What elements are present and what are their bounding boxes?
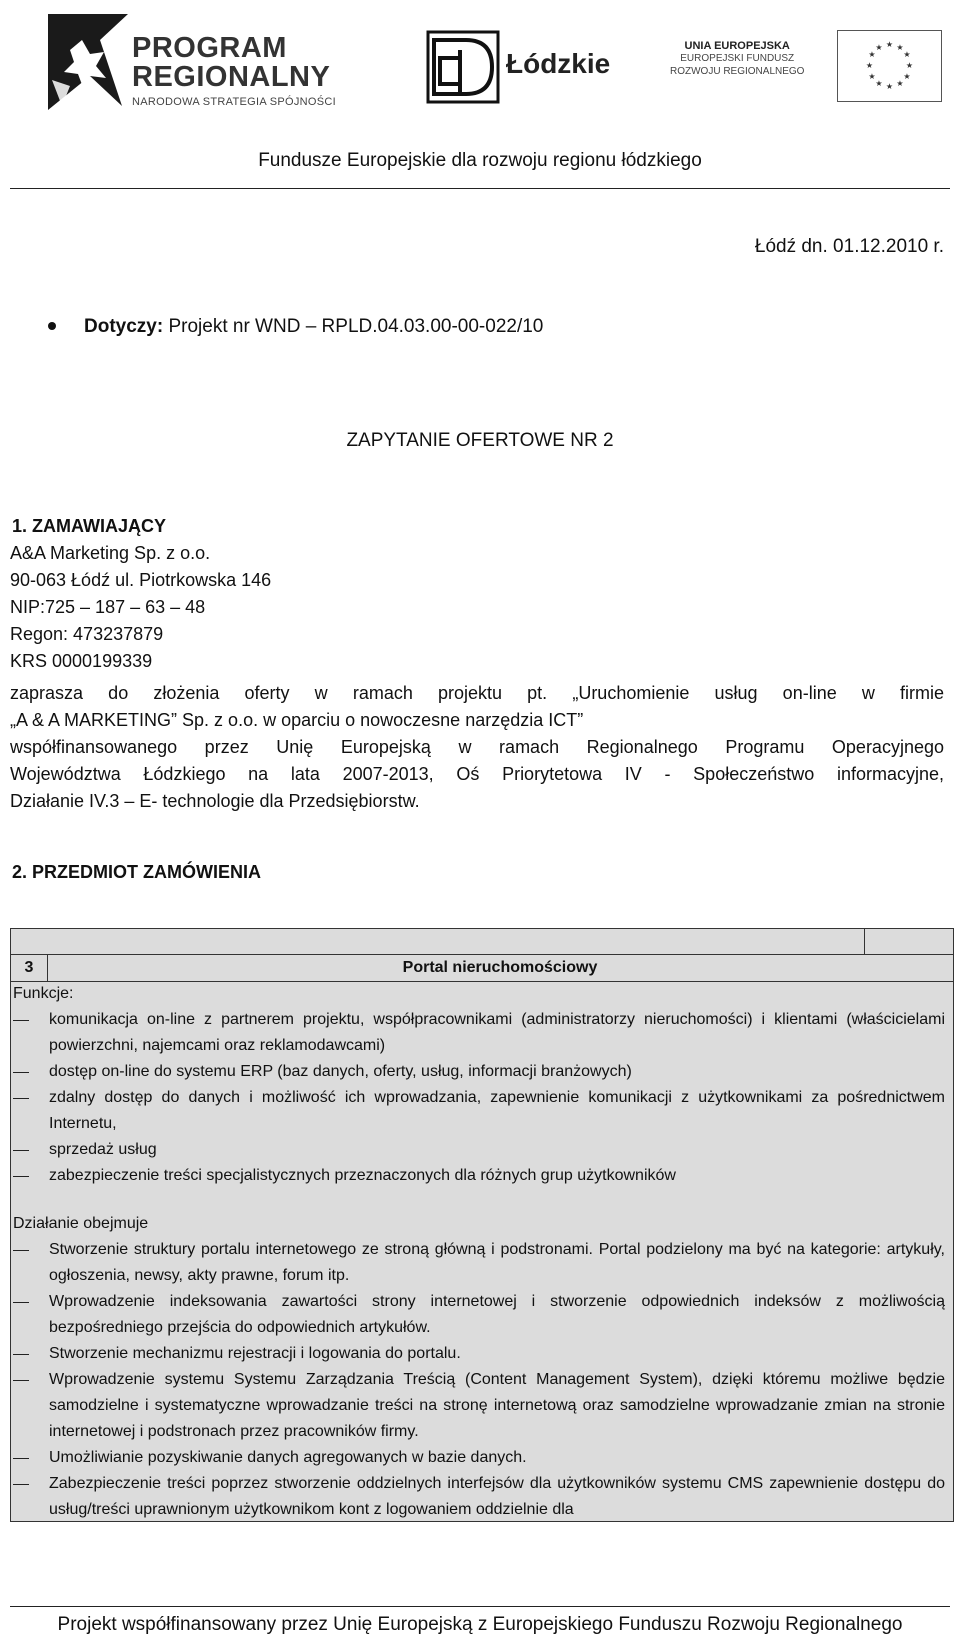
list-item: komunikacja on-line z partnerem projektu, współpracownikami (administratorzy nieruchomości) i klientami (właścicielami powierzchni, najemcami oraz reklamodawcami) xyxy=(49,1011,945,1054)
company-krs: KRS 0000199339 xyxy=(10,651,153,671)
svg-text:★: ★ xyxy=(875,79,883,88)
svg-text:★: ★ xyxy=(868,72,876,81)
svg-text:★: ★ xyxy=(885,82,894,91)
subject-line xyxy=(84,316,543,338)
list-item: Wprowadzenie indeksowania zawartości strony internetowej i stworzenie odpowiednich indeksów z możliwością bezpośredniego przejścia do odpowiednich artykułów. xyxy=(49,1293,945,1336)
order-table xyxy=(10,928,954,1522)
eu-line-1: UNIA EUROPEJSKA xyxy=(684,40,790,52)
svg-text:★: ★ xyxy=(896,43,904,52)
item-title: Portal nieruchomościowy xyxy=(402,959,598,976)
section-1-heading: 1. ZAMAWIAJĄCY xyxy=(12,516,167,536)
table-top-row xyxy=(11,929,953,955)
svg-text:★: ★ xyxy=(885,40,894,49)
eu-line-3: ROZWOJU REGIONALNEGO xyxy=(670,65,805,77)
list-item: sprzedaż usług xyxy=(49,1141,157,1158)
eu-line-2: EUROPEJSKI FUNDUSZ xyxy=(680,53,795,65)
list-item: zabezpieczenie treści specjalistycznych przeznaczonych dla różnych grup użytkowników xyxy=(49,1167,676,1184)
program-line-1: PROGRAM xyxy=(132,32,287,64)
table-header-row xyxy=(11,954,953,982)
list-item: Stworzenie struktury portalu internetowego ze stroną główną i podstronami. Portal podzielony ma być na kategorie: artykuły, ogłoszenia, newsy, akty prawne, forum itp. xyxy=(49,1241,945,1284)
svg-text:★: ★ xyxy=(903,50,911,59)
list-item: Zabezpieczenie treści poprzez stworzenie oddzielnych interfejsów dla użytkowników systemu CMS zapewnienie dostępu do usług/treści uprawnionym użytkownikom kont z logowaniem oddzielnie dla xyxy=(49,1475,945,1518)
company-name: A&A Marketing Sp. z o.o. xyxy=(10,543,211,563)
footer-text: Projekt współfinansowany przez Unię Europejską z Europejskiego Funduszu Rozwoju Regionalnego xyxy=(57,1614,903,1635)
invite-line-3: współfinansowanego przez Unię Europejską w ramach Regionalnego Programu Operacyjnego xyxy=(10,737,944,757)
list-item: dostęp on-line do systemu ERP (baz danych, oferty, usług, informacji branżowych) xyxy=(49,1063,632,1080)
svg-text:★: ★ xyxy=(905,61,914,70)
letter-date: Łódź dn. 01.12.2010 r. xyxy=(754,236,944,257)
functions-label: Funkcje: xyxy=(13,985,74,1002)
subject-label: Dotyczy: xyxy=(84,316,164,337)
item-number: 3 xyxy=(11,954,48,981)
list-item: Stworzenie mechanizmu rejestracji i logowania do portalu. xyxy=(49,1345,461,1362)
company-regon: Regon: 473237879 xyxy=(10,624,164,644)
document-title: ZAPYTANIE OFERTOWE NR 2 xyxy=(346,430,614,451)
subject-value: Projekt nr WND – RPLD.04.03.00-00-022/10 xyxy=(168,316,544,337)
actions-label: Działanie obejmuje xyxy=(13,1215,149,1232)
company-nip: NIP:725 – 187 – 63 – 48 xyxy=(10,597,206,617)
table-body xyxy=(11,981,953,1521)
program-subtitle: NARODOWA STRATEGIA SPÓJNOŚCI xyxy=(132,96,336,108)
svg-text:★: ★ xyxy=(868,50,876,59)
invite-line-4: Województwa Łódzkiego na lata 2007-2013, Oś Priorytetowa IV - Społeczeństwo informacyjne, xyxy=(10,764,944,784)
spacer xyxy=(11,1189,953,1211)
invite-line-1: zaprasza do złożenia oferty w ramach projektu pt. „Uruchomienie usług on-line w firmie xyxy=(10,683,944,703)
ordering-party-block xyxy=(10,540,271,675)
table-top-right-cell xyxy=(864,929,953,954)
svg-text:★: ★ xyxy=(896,79,904,88)
invite-line-5: Działanie IV.3 – E- technologie dla Przedsiębiorstw. xyxy=(10,791,420,811)
header-tagline: Fundusze Europejskie dla rozwoju regionu łódzkiego xyxy=(258,150,702,171)
eu-fund-label xyxy=(670,40,804,78)
list-item: Wprowadzenie systemu Systemu Zarządzania Treścią (Content Management System), dzięki któremu możliwe będzie samodzielne i systematyczne wprowadzanie treści na stronę internetową oraz samodzielne wprowadzanie zmian na stronie internetowej i podstronach przez pracowników firmy. xyxy=(49,1371,945,1440)
invite-line-2: „A & A MARKETING” Sp. z o.o. w oparciu o nowoczesne narzędzia ICT” xyxy=(10,710,584,730)
footer-divider xyxy=(10,1606,950,1607)
program-line-2: REGIONALNY xyxy=(132,61,331,93)
program-regionalny-logo-text xyxy=(132,34,336,108)
list-item: zdalny dostęp do danych i możliwość ich wprowadzania, zapewnienie komunikacji z użytkownikami za pośrednictwem Internetu, xyxy=(49,1089,945,1132)
section-2-heading: 2. PRZEDMIOT ZAMÓWIENIA xyxy=(12,862,261,882)
svg-text:★: ★ xyxy=(903,72,911,81)
program-regionalny-star-logo xyxy=(40,10,132,114)
company-address: 90-063 Łódź ul. Piotrkowska 146 xyxy=(10,570,272,590)
subject-bullet xyxy=(48,322,56,330)
svg-text:★: ★ xyxy=(875,43,883,52)
lodzkie-emblem-logo xyxy=(426,30,500,104)
list-item: Umożliwianie pozyskiwanie danych agregowanych w bazie danych. xyxy=(49,1449,527,1466)
svg-text:★: ★ xyxy=(865,61,874,70)
lodzkie-label: Łódzkie xyxy=(506,48,611,79)
header-divider xyxy=(10,188,950,189)
eu-flag-icon xyxy=(837,30,942,102)
